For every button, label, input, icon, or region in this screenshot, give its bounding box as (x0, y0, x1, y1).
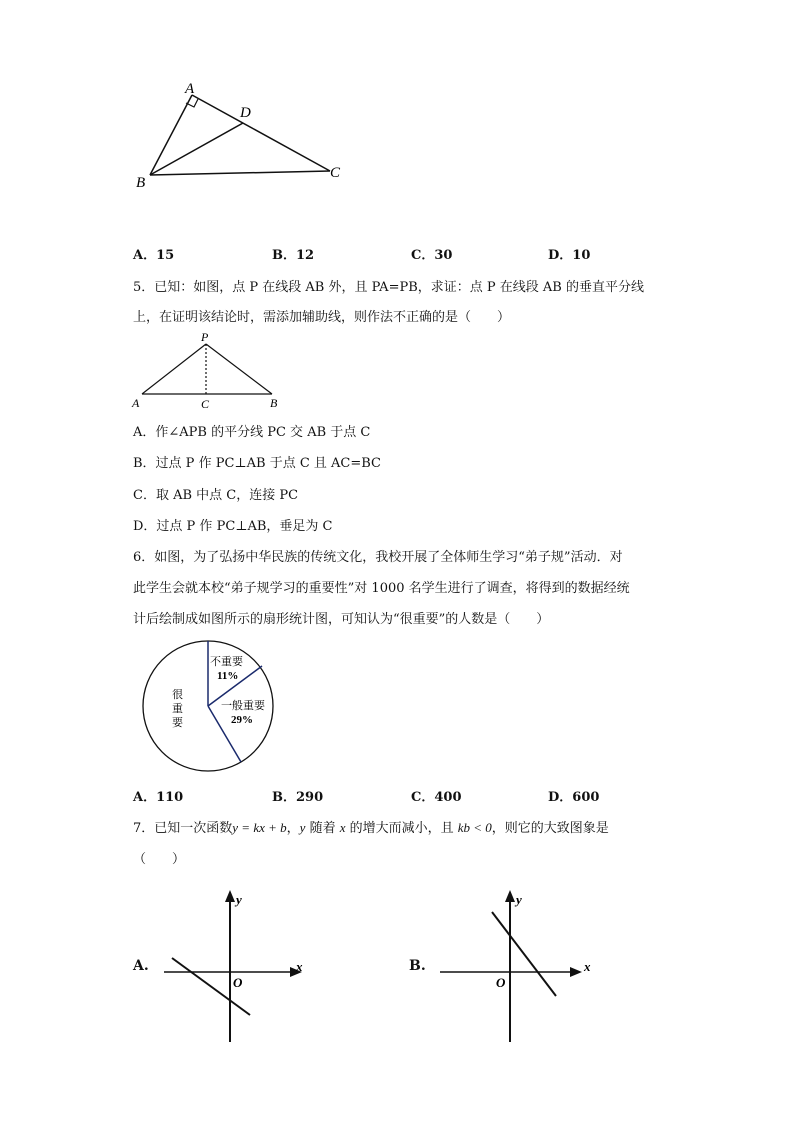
q7-x-variable: x (339, 820, 346, 835)
q7-mid2: 的增大而减小，且 (345, 821, 458, 836)
q7-option-b-label: B. (409, 958, 426, 974)
q7-graph-b (436, 888, 596, 1048)
q6-slice-notimportant-label: 不重要 (210, 656, 243, 668)
q7-b-x-label: x (584, 959, 591, 974)
q5-label-b: B (270, 396, 278, 410)
q7-separator: ， (286, 821, 300, 836)
q5-stem-line1: 5．已知：如图，点 P 在线段 AB 外，且 PA=PB，求证：点 P 在线段 AB 的垂直平分线 (133, 280, 644, 295)
q5-option-c: C．取 AB 中点 C，连接 PC (133, 488, 299, 503)
q6-option-b: B．290 (272, 790, 324, 805)
q4-label-a: A (185, 81, 195, 97)
q4-option-c: C．30 (411, 248, 453, 263)
q5-label-a: A (132, 396, 140, 410)
q7-option-a-label: A. (133, 958, 149, 974)
q6-option-a: A．110 (133, 790, 184, 805)
q4-triangle-figure (130, 75, 360, 195)
q6-stem-line2: 此学生会就本校“弟子规学习的重要性”对 1000 名学生进行了调查，将得到的数据经统 (133, 581, 630, 596)
q4-option-b: B．12 (272, 248, 315, 263)
q5-option-d: D．过点 P 作 PC⊥AB，垂足为 C (133, 519, 333, 534)
q7-suffix: ，则它的大致图象是 (491, 821, 609, 836)
q7-prefix: 7．已知一次函数 (133, 821, 233, 836)
q6-slice-notimportant-value: 11% (217, 670, 239, 682)
q7-y-variable: y (299, 820, 306, 835)
q4-option-a: A．15 (133, 248, 175, 263)
q6-slice-very-char3: 要 (172, 717, 183, 729)
q6-slice-very-char1: 很 (172, 689, 183, 701)
q5-stem-line2: 上，在证明该结论时，需添加辅助线，则作法不正确的是（ ） (133, 310, 511, 325)
q7-function: y = kx + b (232, 820, 287, 835)
q4-label-c: C (330, 165, 341, 181)
q7-graph-a (160, 888, 310, 1048)
q6-slice-general-value: 29% (231, 714, 253, 726)
q7-a-x-label: x (296, 959, 303, 974)
q5-option-a: A．作∠APB 的平分线 PC 交 AB 于点 C (133, 425, 371, 440)
q7-stem-line2: （ ） (133, 852, 186, 867)
q7-a-origin-label: O (233, 975, 243, 990)
q7-a-y-label: y (236, 892, 242, 907)
q6-stem-line1: 6．如图，为了弘扬中华民族的传统文化，我校开展了全体师生学习“弟子规”活动．对 (133, 550, 623, 565)
q6-stem-line3: 计后绘制成如图所示的扇形统计图，可知认为“很重要”的人数是（ ） (133, 612, 550, 627)
q5-option-b: B．过点 P 作 PC⊥AB 于点 C 且 AC=BC (133, 456, 382, 471)
q5-label-c: C (201, 397, 210, 410)
q7-mid1: 随着 (305, 821, 340, 836)
q4-option-d: D．10 (548, 248, 591, 263)
q6-option-d: D．600 (548, 790, 600, 805)
q7-condition: kb < 0 (457, 820, 492, 835)
q6-slice-general-label: 一般重要 (221, 700, 265, 712)
q7-b-y-label: y (516, 892, 522, 907)
q7-stem-line1 (133, 817, 609, 836)
q7-b-origin-label: O (496, 975, 506, 990)
q6-pie-chart (138, 638, 282, 782)
q6-option-c: C．400 (411, 790, 462, 805)
q5-label-p: P (201, 330, 209, 344)
q6-slice-very-char2: 重 (172, 703, 183, 715)
q5-triangle-figure (128, 330, 288, 410)
q4-label-b: B (136, 175, 146, 191)
q4-label-d: D (240, 105, 251, 121)
